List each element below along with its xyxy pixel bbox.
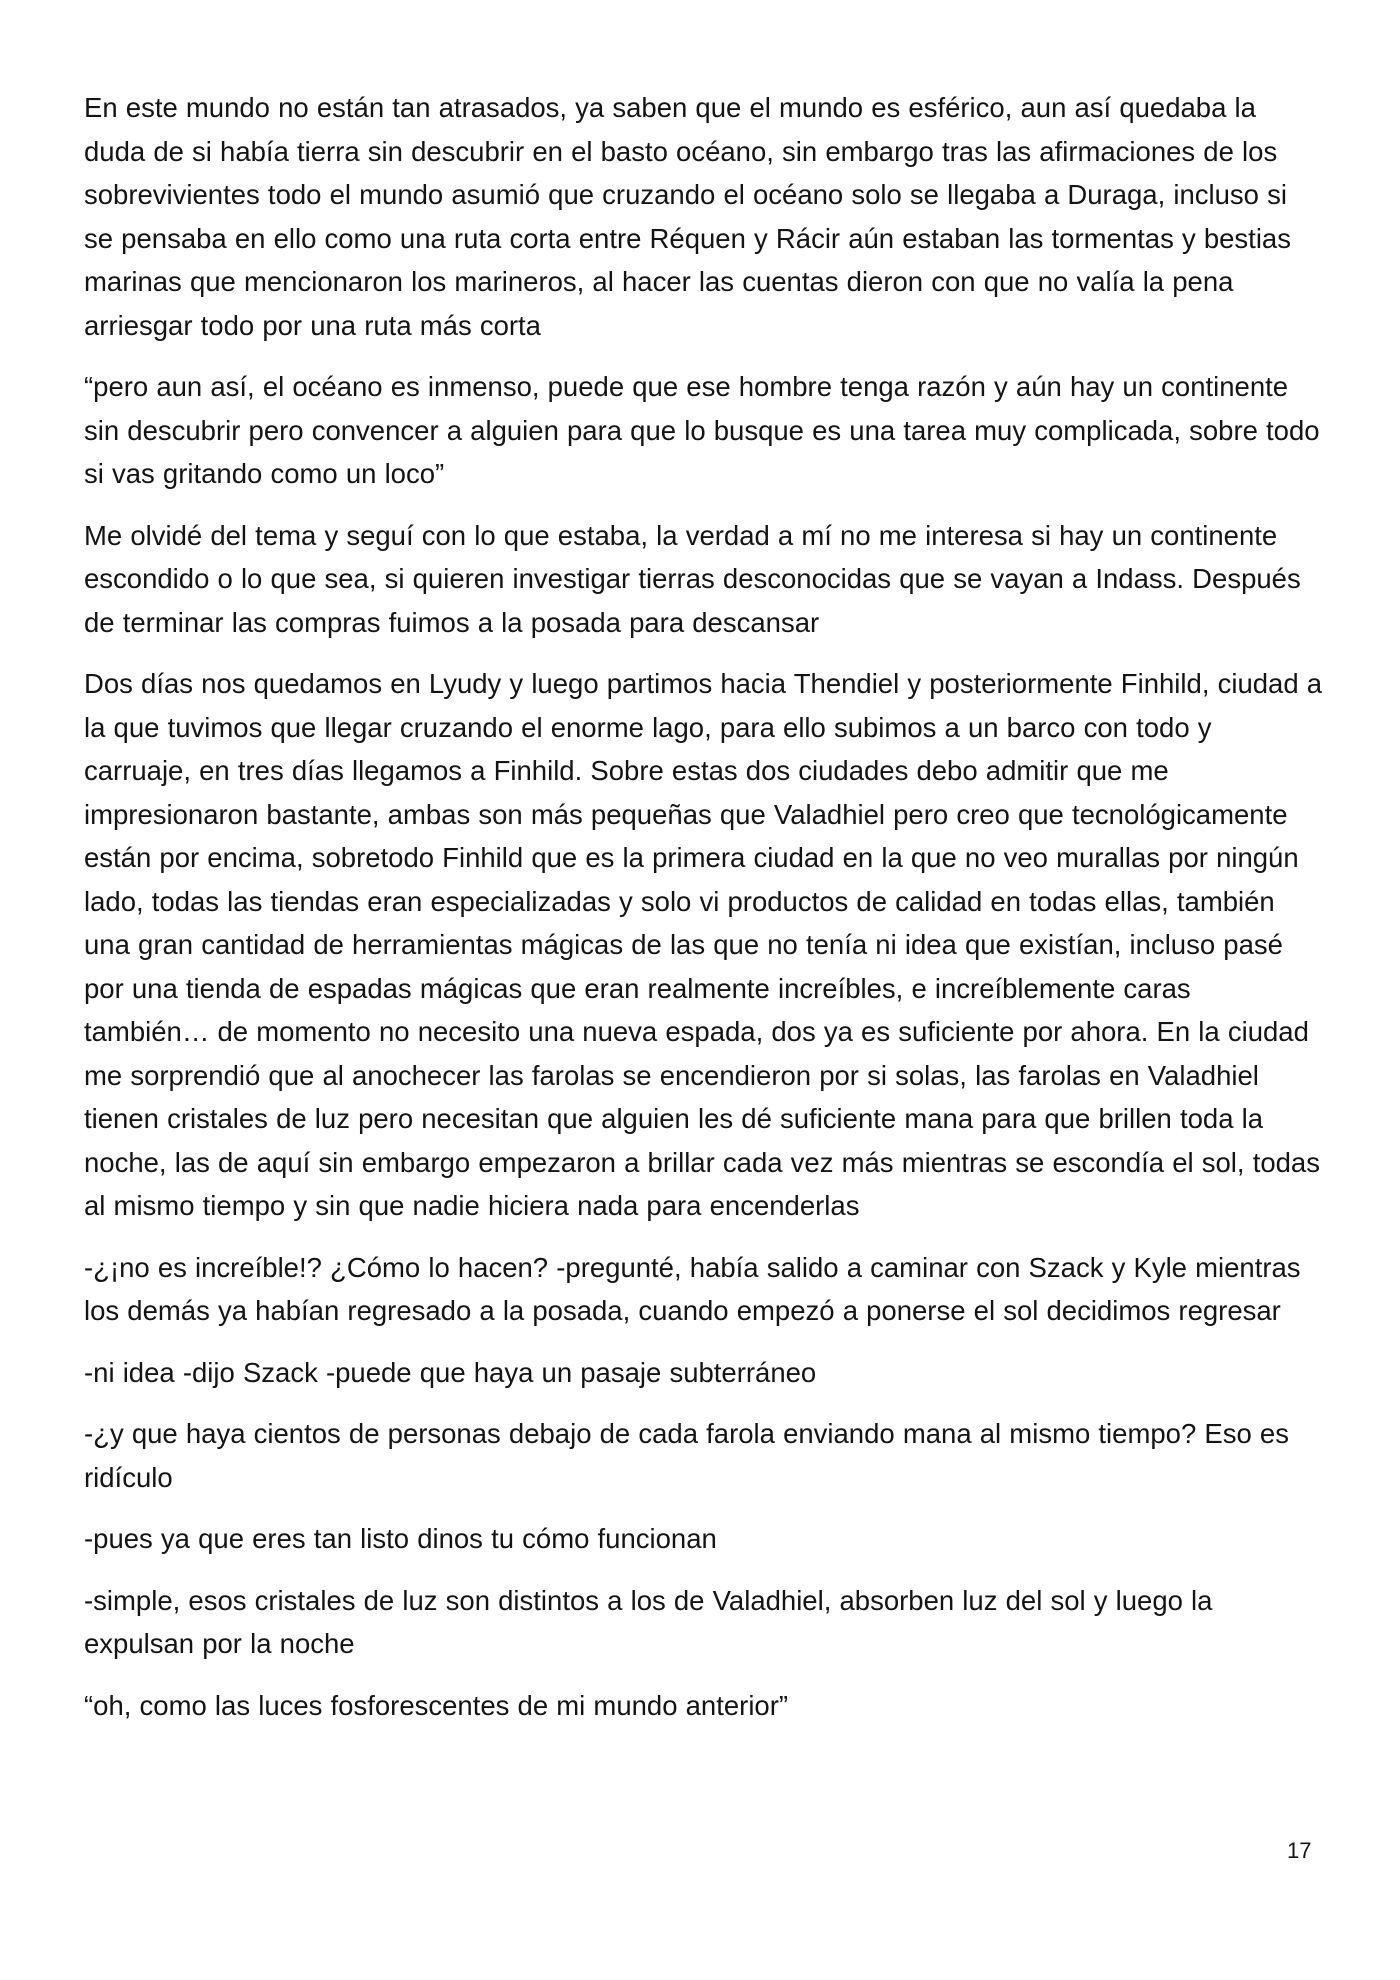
paragraph: Me olvidé del tema y seguí con lo que estaba, la verdad a mí no me interesa si hay un continente escondido o lo que sea, si quieren investigar tierras desconocidas que se vayan a Indass. Después de terminar las compras fuimos a la posada para descansar: [84, 519, 1301, 638]
paragraph: “pero aun así, el océano es inmenso, puede que ese hombre tenga razón y aún hay un continente sin descubrir pero convencer a alguien para que lo busque es una tarea muy complicada, sobre todo si vas gritando como un loco”: [84, 371, 1320, 489]
paragraph: -¿¡no es increíble!? ¿Cómo lo hacen? -pregunté, había salido a caminar con Szack y Kyle mientras los demás ya habían regresado a la posada, cuando empezó a ponerse el sol decidimos regresar: [84, 1251, 1301, 1326]
page-number: 17: [1287, 1838, 1312, 1863]
body-text: [84, 86, 1324, 1745]
paragraph: -pues ya que eres tan listo dinos tu cómo funcionan: [84, 1523, 717, 1554]
paragraph: -ni idea -dijo Szack -puede que haya un pasaje subterráneo: [84, 1356, 817, 1388]
paragraph: “oh, como las luces fosforescentes de mi mundo anterior”: [84, 1689, 789, 1721]
paragraph: -simple, esos cristales de luz son distintos a los de Valadhiel, absorben luz del sol y luego la expulsan por la noche: [84, 1584, 1213, 1659]
paragraph: Dos días nos quedamos en Lyudy y luego partimos hacia Thendiel y posteriormente Finhild, ciudad a la que tuvimos que llegar cruzando el enorme lago, para ello subimos a un barco con todo y carruaje, en tres días llegamos a Finhild. Sobre estas dos ciudades debo admitir que me impresionaron bastante, ambas son más pequeñas que Valadhiel pero creo que tecnológicamente están por encima, sobretodo Finhild que es la primera ciudad en la que no veo murallas por ningún lado, todas las tiendas eran especializadas y solo vi productos de calidad en todas ellas, también una gran cantidad de herramientas mágicas de las que no tenía ni idea que existían, incluso pasé por una tienda de espadas mágicas que eran realmente increíbles, e increíblemente caras también… de momento no necesito una nueva espada, dos ya es suficiente por ahora. En la ciudad me sorprendió que al anochecer las farolas se encendieron por si solas, las farolas en Valadhiel tienen cristales de luz pero necesitan que alguien les dé suficiente mana para que brillen toda la noche, las de aquí sin embargo empezaron a brillar cada vez más mientras se escondía el sol, todas al mismo tiempo y sin que nadie hiciera nada para encenderlas: [84, 668, 1323, 1221]
paragraph: En este mundo no están tan atrasados, ya saben que el mundo es esférico, aun así quedaba la duda de si había tierra sin descubrir en el basto océano, sin embargo tras las afirmaciones de los sobrevivientes todo el mundo asumió que cruzando el océano solo se llegaba a Duraga, incluso si se pensaba en ello como una ruta corta entre Réquen y Rácir aún estaban las tormentas y bestias marinas que mencionaron los marineros, al hacer las cuentas dieron con que no valía la pena arriesgar todo por una ruta más corta: [84, 92, 1291, 341]
paragraph: -¿y que haya cientos de personas debajo de cada farola enviando mana al mismo tiempo? Eso es ridículo: [84, 1418, 1289, 1493]
